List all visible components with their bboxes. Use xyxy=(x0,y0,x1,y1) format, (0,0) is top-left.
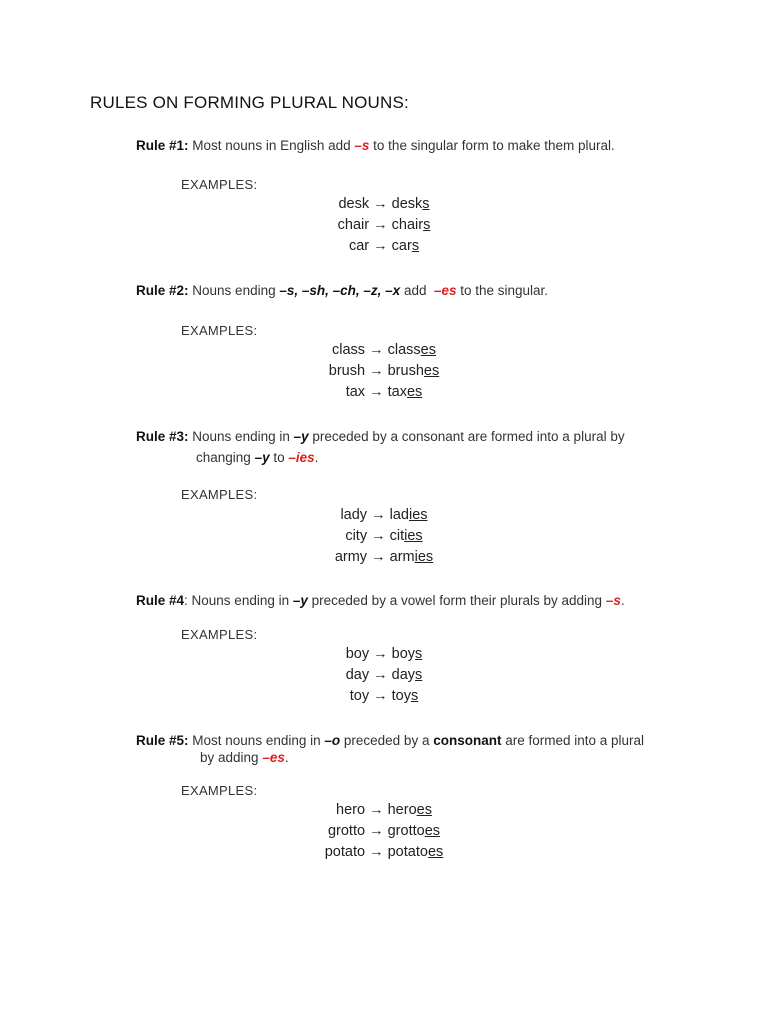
examples-list xyxy=(184,340,584,403)
rule-5-text-e: . xyxy=(284,750,289,765)
rule-5-consonant: consonant xyxy=(433,733,502,748)
plural-ending: ies xyxy=(408,507,428,523)
singular-word: tax xyxy=(345,384,366,400)
arrow: → xyxy=(369,342,384,358)
plural-stem: lad xyxy=(389,507,409,523)
plural-stem: arm xyxy=(389,549,415,565)
rule-3-text-c: changing xyxy=(196,450,255,465)
rule-5-ending: –o xyxy=(324,733,341,748)
rule-5-suffix: –es xyxy=(262,750,285,765)
arrow: → xyxy=(373,646,388,662)
rule-3-text-b: preceded by a consonant are formed into a plural by xyxy=(308,429,625,444)
examples-label: EXAMPLES: xyxy=(181,487,258,502)
rule-1-label: Rule #1: xyxy=(136,138,189,153)
plural-ending: s xyxy=(423,217,431,233)
example-row xyxy=(184,842,584,863)
example-row xyxy=(184,382,584,403)
singular-word: army xyxy=(334,549,368,565)
examples-list xyxy=(184,644,584,707)
rule-4-label: Rule #4 xyxy=(136,593,185,608)
example-row xyxy=(184,665,584,686)
plural-ending: s xyxy=(415,667,423,683)
singular-word: lady xyxy=(340,507,368,523)
plural-ending: ies xyxy=(414,549,434,565)
rule-4-text-c: . xyxy=(620,593,625,608)
rule-3-text-d: to xyxy=(269,450,289,465)
arrow: → xyxy=(369,844,384,860)
plural-ending: s xyxy=(411,688,419,704)
arrow: → xyxy=(369,363,384,379)
plural-stem: class xyxy=(387,342,421,358)
plural-stem: hero xyxy=(387,802,417,818)
example-row xyxy=(184,547,584,568)
rule-5-text: Most nouns ending in xyxy=(188,733,325,748)
plural-stem: chair xyxy=(391,217,424,233)
rule-2-text-end: to the singular. xyxy=(456,283,549,298)
rule-2 xyxy=(136,280,696,301)
rule-1-text-end: to the singular form to make them plural. xyxy=(369,138,615,153)
example-row xyxy=(184,800,584,821)
examples-label: EXAMPLES: xyxy=(181,783,258,798)
rule-5 xyxy=(136,730,696,768)
plural-stem: toy xyxy=(391,688,411,704)
plural-stem: cit xyxy=(389,528,405,544)
singular-word: hero xyxy=(336,802,366,818)
arrow: → xyxy=(373,667,388,683)
arrow: → xyxy=(371,549,386,565)
singular-word: day xyxy=(345,667,370,683)
arrow: → xyxy=(371,507,386,523)
example-row xyxy=(184,526,584,547)
rule-3-continuation xyxy=(136,447,696,468)
examples-list xyxy=(184,800,584,863)
example-row xyxy=(184,236,584,257)
example-row xyxy=(184,361,584,382)
rule-3 xyxy=(136,426,696,468)
plural-ending: es xyxy=(420,342,436,358)
plural-stem: car xyxy=(391,238,412,254)
plural-ending: s xyxy=(422,196,430,212)
rule-4-ending: –y xyxy=(292,593,308,608)
rule-2-text: Nouns ending xyxy=(188,283,280,298)
plural-stem: tax xyxy=(387,384,407,400)
arrow: → xyxy=(373,688,388,704)
rule-2-endings: –s, –sh, –ch, –z, –x xyxy=(279,283,401,298)
arrow: → xyxy=(371,528,386,544)
plural-stem: grotto xyxy=(387,823,425,839)
singular-word: city xyxy=(345,528,368,544)
plural-ending: es xyxy=(427,844,444,860)
rule-1-text: Most nouns in English add xyxy=(188,138,355,153)
example-row xyxy=(184,686,584,707)
rule-5-text-b: preceded by a xyxy=(340,733,434,748)
rule-3-text-e: . xyxy=(314,450,319,465)
arrow: → xyxy=(369,802,384,818)
examples-label: EXAMPLES: xyxy=(181,627,258,642)
plural-stem: brush xyxy=(387,363,424,379)
plural-stem: day xyxy=(391,667,416,683)
examples-list xyxy=(184,505,584,568)
rule-5-text-d: by adding xyxy=(200,750,263,765)
singular-word: car xyxy=(348,238,370,254)
plural-ending: es xyxy=(423,363,440,379)
singular-word: chair xyxy=(337,217,370,233)
singular-word: desk xyxy=(338,196,370,212)
example-row xyxy=(184,215,584,236)
plural-ending: s xyxy=(411,238,420,254)
rule-4-suffix: –s xyxy=(605,593,621,608)
plural-ending: s xyxy=(415,646,423,662)
rule-2-label: Rule #2: xyxy=(136,283,189,298)
example-row xyxy=(184,505,584,526)
singular-word: class xyxy=(332,342,366,358)
singular-word: toy xyxy=(349,688,370,704)
plural-stem: potato xyxy=(387,844,428,860)
rule-3-ending: –y xyxy=(293,429,309,444)
rule-2-text-mid: add xyxy=(400,283,434,298)
rule-3-suffix: –ies xyxy=(288,450,315,465)
plural-ending: es xyxy=(416,802,432,818)
plural-ending: es xyxy=(406,384,423,400)
example-row xyxy=(184,194,584,215)
rule-3-text: Nouns ending in xyxy=(188,429,294,444)
singular-word: potato xyxy=(324,844,366,860)
rule-3-label: Rule #3: xyxy=(136,429,189,444)
singular-word: grotto xyxy=(327,823,366,839)
rule-2-suffix: –es xyxy=(433,283,457,298)
rule-1-suffix: –s xyxy=(354,138,370,153)
arrow: → xyxy=(369,823,384,839)
examples-list xyxy=(184,194,584,257)
page-title: RULES ON FORMING PLURAL NOUNS: xyxy=(90,93,409,112)
arrow: → xyxy=(373,238,388,254)
arrow: → xyxy=(373,196,388,212)
example-row xyxy=(184,644,584,665)
rule-5-continuation xyxy=(136,747,696,768)
arrow: → xyxy=(369,384,384,400)
examples-label: EXAMPLES: xyxy=(181,177,258,192)
rule-5-text-c: are formed into a plural xyxy=(501,733,645,748)
rule-5-label: Rule #5: xyxy=(136,733,189,748)
example-row xyxy=(184,821,584,842)
rule-4-text: : Nouns ending in xyxy=(184,593,293,608)
singular-word: brush xyxy=(328,363,366,379)
rule-1 xyxy=(136,135,696,156)
rule-3-ending-2: –y xyxy=(254,450,270,465)
rule-4 xyxy=(136,590,696,611)
plural-ending: es xyxy=(424,823,441,839)
examples-label: EXAMPLES: xyxy=(181,323,258,338)
example-row xyxy=(184,340,584,361)
plural-ending: ies xyxy=(404,528,423,544)
plural-stem: boy xyxy=(391,646,416,662)
plural-stem: desk xyxy=(391,196,423,212)
arrow: → xyxy=(373,217,388,233)
rule-4-text-b: preceded by a vowel form their plurals by adding xyxy=(307,593,606,608)
singular-word: boy xyxy=(345,646,370,662)
